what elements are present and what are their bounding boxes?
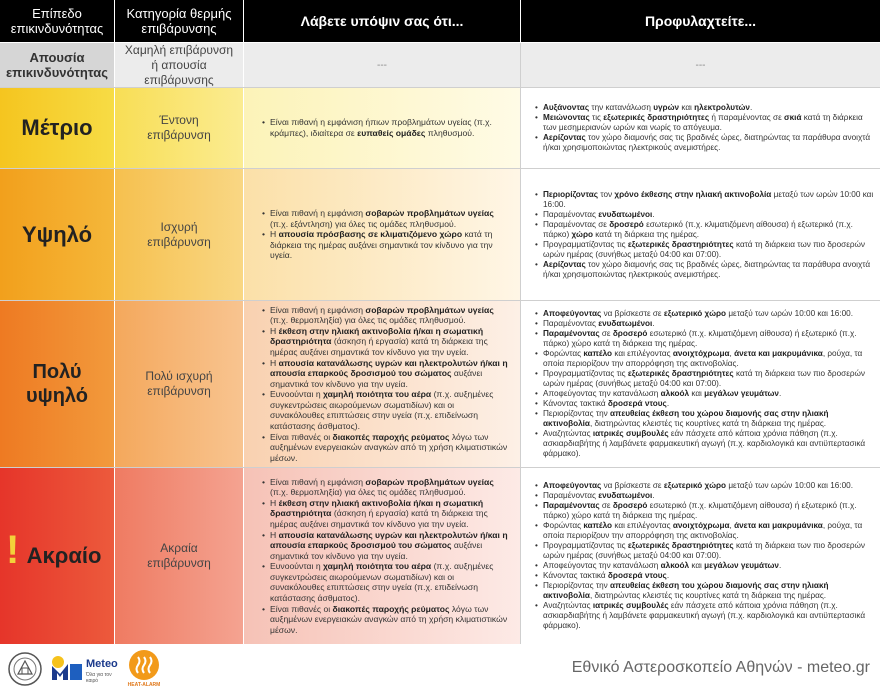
protect-item: • Παραμένοντας ενυδατωμένοι. xyxy=(543,491,878,501)
row-absence xyxy=(0,43,880,87)
header-notes: Λάβετε υπόψιν σας ότι... xyxy=(244,0,520,42)
protect-item: • Αερίζοντας τον χώρο διαμονής σας τις βραδινές ώρες, διατηρώντας τα παράθυρα ανοιχτά ή/και χρησιμοποιώντας ηλεκτρικούς ανεμιστήρες. xyxy=(543,133,878,153)
divider xyxy=(0,168,880,169)
header-category: Κατηγορία θερμής επιβάρυνσης xyxy=(115,0,243,42)
protect-item: • Φορώντας καπέλο και επιλέγοντας ανοιχτόχρωμα, άνετα και μακρυμάνικα, ρούχα, τα οποία περιορίζουν την απορρόφηση της ακτινοβολίας. xyxy=(543,349,878,369)
meteo-tagline: Όλα για τον καιρό xyxy=(86,672,112,684)
high-notes xyxy=(244,169,520,300)
meteo-logo xyxy=(50,654,120,684)
protect-item: • Αυξάνοντας την κατανάλωση υγρών και ηλεκτρολυτών. xyxy=(543,103,878,113)
very-high-category: Πολύ ισχυρή επιβάρυνση xyxy=(115,301,243,467)
row-extreme xyxy=(0,468,880,644)
moderate-notes xyxy=(244,88,520,168)
moderate-protect xyxy=(521,88,880,168)
footer xyxy=(0,646,880,690)
protect-item: • Παραμένοντας ενυδατωμένοι. xyxy=(543,319,878,329)
protect-item: • Αποφεύγοντας την κατανάλωση αλκοόλ και μεγάλων γευμάτων. xyxy=(543,389,878,399)
protect-item: • Προγραμματίζοντας τις εξωτερικές δραστηριότητες κατά τη διάρκεια των πιο δροσερών ωρών ημέρας (συνήθως μεταξύ 04:00 και 07:00). xyxy=(543,240,878,260)
protect-item: • Αποφεύγοντας να βρίσκεστε σε εξωτερικό χώρο μεταξύ των ωρών 10:00 και 16:00. xyxy=(543,481,878,491)
extreme-notes xyxy=(244,468,520,644)
moderate-level: Μέτριο xyxy=(0,88,114,168)
protect-item: • Αποφεύγοντας να βρίσκεστε σε εξωτερικό χώρο μεταξύ των ωρών 10:00 και 16:00. xyxy=(543,309,878,319)
note-item: • Η έκθεση στην ηλιακή ακτινοβολία ή/και η σωματική δραστηριότητα (άσκηση ή εργασία) κατά τη διάρκεια της ημέρας αυξάνει σημαντικά τον κίνδυνο για την υγεία. xyxy=(270,498,510,530)
extreme-level: Ακραίο ! xyxy=(0,468,114,644)
note-item: • Είναι πιθανή η εμφάνιση ήπιων προβλημάτων υγείας (π.χ. κράμπες), ιδιαίτερα σε ευπαθείς ομάδες πληθυσμού. xyxy=(270,117,510,138)
protect-item: • Αναζητώντας ιατρικές συμβουλές εάν πάσχετε από κάποια χρόνια πάθηση (π.χ. ασκιαρδιαβήτης ή λαμβάνετε φαρμακευτική αγωγή (π.χ. καρδιολογικά και αντιϋπερτασικά φάρμακο). xyxy=(543,429,878,459)
row-high xyxy=(0,169,880,300)
very-high-notes xyxy=(244,301,520,467)
note-item: • Είναι πιθανή η εμφάνιση σοβαρών προβλημάτων υγείας (π.χ. εξάντληση) για όλες τις ομάδες πληθυσμού. xyxy=(270,208,510,229)
row-very-high xyxy=(0,301,880,467)
very-high-protect xyxy=(521,301,880,467)
divider xyxy=(0,87,880,88)
extreme-protect xyxy=(521,468,880,644)
heat-alarm-icon xyxy=(127,649,161,681)
protect-item: • Προγραμματίζοντας τις εξωτερικές δραστηριότητες κατά τη διάρκεια των πιο δροσερών ωρών ημέρας (συνήθως μεταξύ 04:00 και 07:00). xyxy=(543,541,878,561)
protect-item: • Φορώντας καπέλο και επιλέγοντας ανοιχτόχρωμα, άνετα και μακρυμάνικα, ρούχα, τα οποία περιορίζουν την απορρόφηση της ακτινοβολίας. xyxy=(543,521,878,541)
divider xyxy=(0,300,880,301)
extreme-category: Ακραία επιβάρυνση xyxy=(115,468,243,644)
protect-item: • Παραμένοντας σε δροσερό εσωτερικό (π.χ. κλιματιζόμενη αίθουσα) ή εξωτερικό (π.χ. πάρκο) χώρο κατά τη διάρκεια της ημέρας. xyxy=(543,501,878,521)
moderate-category: Έντονη επιβάρυνση xyxy=(115,88,243,168)
note-item: • Η έκθεση στην ηλιακή ακτινοβολία ή/και η σωματική δραστηριότητα (άσκηση ή εργασία) κατά τη διάρκεια της ημέρας αυξάνει σημαντικά τον κίνδυνο για την υγεία. xyxy=(270,326,510,358)
exclamation-icon: ! xyxy=(6,528,20,572)
heat-alarm-label: HEAT-ALARM xyxy=(127,682,161,688)
high-level: Υψηλό xyxy=(0,169,114,300)
protect-item: • Παραμένοντας σε δροσερό εσωτερικό (π.χ. κλιματιζόμενη αίθουσα) ή εξωτερικό (π.χ. πάρκο) χώρο κατά τη διάρκεια της ημέρας. xyxy=(543,329,878,349)
divider xyxy=(0,467,880,468)
protect-item: • Περιορίζοντας την απευθείας έκθεση του χώρου διαμονής σας στην ηλιακή ακτινοβολία, διατηρώντας κλειστές τις κουρτίνες κατά τη διάρκεια της ημέρας. xyxy=(543,409,878,429)
protect-item: • Παραμένοντας ενυδατωμένοι. xyxy=(543,210,878,220)
note-item: • Είναι πιθανές οι διακοπές παροχής ρεύματος λόγω των αυξημένων ενεργειακών αναγκών από τη χρήση κλιματιστικών μέσων. xyxy=(270,432,510,464)
protect-item: • Κάνοντας τακτικά δροσερά ντους. xyxy=(543,399,878,409)
high-category: Ισχυρή επιβάρυνση xyxy=(115,169,243,300)
header-protect: Προφυλαχτείτε... xyxy=(521,0,880,42)
very-high-level: Πολύ υψηλό xyxy=(0,301,114,467)
credit-text: Εθνικό Αστεροσκοπείο Αθηνών - meteo.gr xyxy=(571,659,870,676)
meteo-label: Meteo xyxy=(86,658,118,670)
column-divider xyxy=(520,43,521,644)
note-item: • Είναι πιθανή η εμφάνιση σοβαρών προβλημάτων υγείας (π.χ. θερμοπληξία) για όλες τις ομάδες πληθυσμού. xyxy=(270,477,510,498)
protect-item: • Περιορίζοντας την απευθείας έκθεση του χώρου διαμονής σας στην ηλιακή ακτινοβολία, διατηρώντας κλειστές τις κουρτίνες κατά τη διάρκεια της ημέρας. xyxy=(543,581,878,601)
heat-alarm-logo xyxy=(124,649,164,689)
absence-level: Απουσία επικινδυνότητας xyxy=(0,43,114,87)
note-item: • Είναι πιθανές οι διακοπές παροχής ρεύματος λόγω των αυξημένων ενεργειακών αναγκών από τη χρήση κλιματιστικών μέσων. xyxy=(270,604,510,636)
absence-category: Χαμηλή επιβάρυνση ή απουσία επιβάρυνσης xyxy=(115,43,243,87)
meteo-m-icon xyxy=(50,654,84,682)
protect-item: • Προγραμματίζοντας τις εξωτερικές δραστηριότητες κατά τη διάρκεια των πιο δροσερών ωρών ημέρας (συνήθως μεταξύ 04:00 και 07:00). xyxy=(543,369,878,389)
high-protect xyxy=(521,169,880,300)
note-item: • Η απουσία κατανάλωσης υγρών και ηλεκτρολυτών ή/και η απουσία επαρκούς δροσισμού του σώματος αυξάνει σημαντικά τον κίνδυνο για την υγεία. xyxy=(270,530,510,562)
protect-item: • Παραμένοντας σε δροσερό εσωτερικό (π.χ. κλιματιζόμενη αίθουσα) ή εξωτερικό (π.χ. πάρκο) χώρο κατά τη διάρκεια της ημέρας. xyxy=(543,220,878,240)
absence-protect: --- xyxy=(521,43,880,87)
protect-item: • Περιορίζοντας τον χρόνο έκθεσης στην ηλιακή ακτινοβολία μεταξύ των ωρών 10:00 και 16:00. xyxy=(543,190,878,210)
note-item: • Είναι πιθανή η εμφάνιση σοβαρών προβλημάτων υγείας (π.χ. θερμοπληξία) για όλες τις ομάδες πληθυσμού. xyxy=(270,305,510,326)
protect-item: • Αερίζοντας τον χώρο διαμονής σας τις βραδινές ώρες, διατηρώντας τα παράθυρα ανοιχτά ή/και χρησιμοποιώντας ηλεκτρικούς ανεμιστήρες. xyxy=(543,260,878,280)
absence-notes: --- xyxy=(244,43,520,87)
note-item: • Ευνοούνται η χαμηλή ποιότητα του αέρα (π.χ. αυξημένες συγκεντρώσεις αιωρούμενων σωματιδίων) και οι συνακόλουθες επιπτώσεις στην υγεία (π.χ. επιδείνωση κατάστασης άσθματος). xyxy=(270,389,510,431)
row-moderate xyxy=(0,88,880,168)
header-level: Επίπεδο επικινδυνότητας xyxy=(0,0,114,42)
note-item: • Η απουσία κατανάλωσης υγρών και ηλεκτρολυτών ή/και η απουσία επαρκούς δροσισμού του σώματος αυξάνει σημαντικά τον κίνδυνο για την υγεία. xyxy=(270,358,510,390)
note-item: • Ευνοούνται η χαμηλή ποιότητα του αέρα (π.χ. αυξημένες συγκεντρώσεις αιωρούμενων σωματιδίων) και οι συνακόλουθες επιπτώσεις στην υγεία (π.χ. επιδείνωση κατάστασης άσθματος). xyxy=(270,561,510,603)
observatory-seal-icon xyxy=(8,652,42,686)
note-item: • Η απουσία πρόσβασης σε κλιματιζόμενο χώρο κατά τη διάρκεια της ημέρας αυξάνει σημαντικά τον κίνδυνο για την υγεία. xyxy=(270,229,510,261)
protect-item: • Μειώνοντας τις εξωτερικές δραστηριότητες ή παραμένοντας σε σκιά κατά τη διάρκεια των μεσημεριανών ωρών και νωρίς το απόγευμα. xyxy=(543,113,878,133)
protect-item: • Αναζητώντας ιατρικές συμβουλές εάν πάσχετε από κάποια χρόνια πάθηση (π.χ. ασκιαρδιαβήτης ή λαμβάνετε φαρμακευτική αγωγή (π.χ. καρδιολογικά και αντιϋπερτασικά φάρμακο). xyxy=(543,601,878,631)
protect-item: • Αποφεύγοντας την κατανάλωση αλκοόλ και μεγάλων γευμάτων. xyxy=(543,561,878,571)
protect-item: • Κάνοντας τακτικά δροσερά ντους. xyxy=(543,571,878,581)
